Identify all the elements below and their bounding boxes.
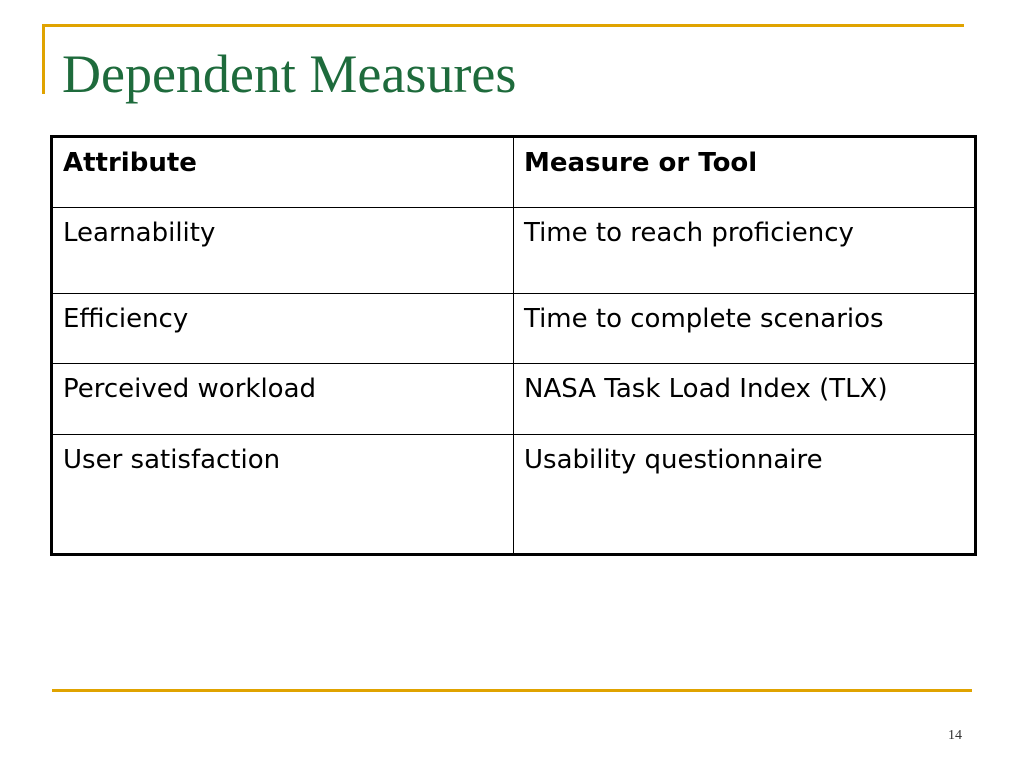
measure-cell: Usability questionnaire [514, 435, 976, 555]
table-row [52, 294, 976, 364]
measure-cell: Time to reach proficiency [514, 208, 976, 294]
header-attribute: Attribute [52, 137, 514, 208]
table-row [52, 435, 976, 555]
left-accent-line [42, 24, 45, 94]
measures-table [50, 135, 977, 556]
page-number: 14 [948, 728, 962, 743]
attribute-cell: User satisfaction [52, 435, 514, 555]
table-row [52, 208, 976, 294]
top-accent-line [42, 24, 964, 27]
bottom-accent-line [52, 689, 972, 692]
attribute-cell: Perceived workload [52, 364, 514, 435]
table-row [52, 364, 976, 435]
attribute-cell: Learnability [52, 208, 514, 294]
header-measure-or-tool: Measure or Tool [514, 137, 976, 208]
table-header-row [52, 137, 976, 208]
attribute-cell: Efficiency [52, 294, 514, 364]
slide-title: Dependent Measures [62, 44, 517, 104]
measure-cell: NASA Task Load Index (TLX) [514, 364, 976, 435]
measure-cell: Time to complete scenarios [514, 294, 976, 364]
